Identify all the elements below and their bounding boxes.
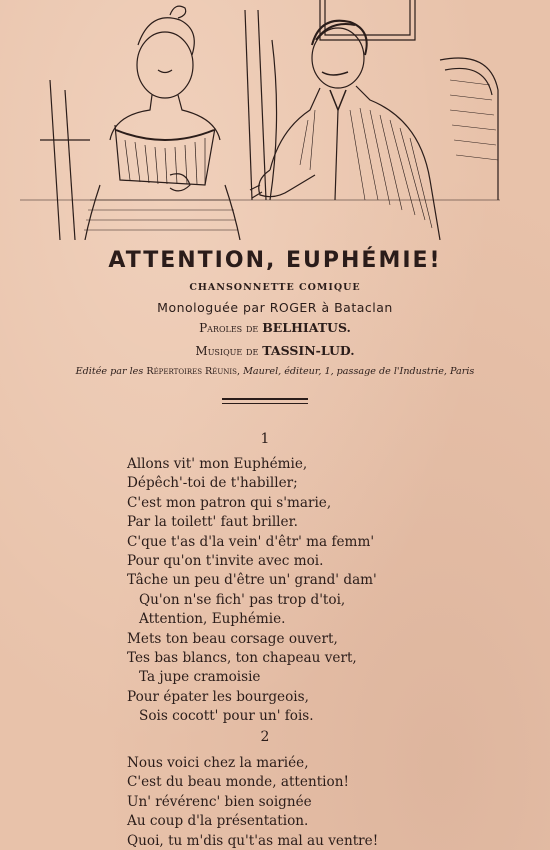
verse-line: Qu'on n'se fich' pas trop d'toi, xyxy=(139,591,346,608)
verse-line: C'est mon patron qui s'marie, xyxy=(127,494,332,511)
verse-line: Allons vit' mon Euphémie, xyxy=(127,456,308,472)
verse-line: Tâche un peu d'être un' grand' dam' xyxy=(127,572,377,589)
verse-line: Nous voici chez la mariée, xyxy=(127,755,309,771)
stanza-number: 2 xyxy=(260,729,270,745)
verse-line: Tes bas blancs, ton chapeau vert, xyxy=(127,649,357,666)
publisher-address: Maurel, éditeur, 1, passage de l'Industrie, Paris xyxy=(243,366,475,377)
publisher-company: Répertoires Réunis, xyxy=(146,366,241,377)
verse-line: Dépêch'-toi de t'habiller; xyxy=(127,475,298,492)
song-subtitle: CHANSONNETTE COMIQUE xyxy=(189,282,361,293)
publisher-prefix: Editée par les xyxy=(75,366,144,377)
lyricist-name: BELHIATUS. xyxy=(262,320,351,335)
stanza-1 xyxy=(127,455,377,726)
verse-line: Ta jupe cramoisie xyxy=(139,669,261,686)
verse-line: Mets ton beau corsage ouvert, xyxy=(127,630,338,647)
stanza-2 xyxy=(127,754,378,850)
song-title: ATTENTION, EUPHÉMIE! xyxy=(108,248,442,273)
verse-line: Attention, Euphémie. xyxy=(139,611,286,628)
stanza-number: 1 xyxy=(260,431,270,447)
lyricist-line xyxy=(0,320,550,335)
composer-label: Musique de xyxy=(195,344,259,358)
composer-line xyxy=(0,343,550,358)
couple-illustration xyxy=(20,0,500,240)
verse-line: Au coup d'la présentation. xyxy=(127,813,309,830)
verse-line: Sois cocott' pour un' fois. xyxy=(139,708,314,725)
lyricist-label: Paroles de xyxy=(199,321,259,335)
verse-line: Un' révérenc' bien soignée xyxy=(127,793,312,810)
verse-line: Pour qu'on t'invite avec moi. xyxy=(127,552,324,569)
verse-line: Par la toilett' faut briller. xyxy=(127,514,298,531)
performer-line: Monologuée par ROGER à Bataclan xyxy=(157,300,393,315)
composer-name: TASSIN-LUD. xyxy=(262,343,355,358)
divider-rule xyxy=(222,398,308,404)
verse-line: Pour épater les bourgeois, xyxy=(127,688,309,705)
verse-line: C'est du beau monde, attention! xyxy=(127,774,349,791)
verse-line: C'que t'as d'la vein' d'êtr' ma femm' xyxy=(127,533,375,550)
verse-line: Quoi, tu m'dis qu't'as mal au ventre! xyxy=(127,832,379,849)
publisher-line xyxy=(0,366,550,377)
